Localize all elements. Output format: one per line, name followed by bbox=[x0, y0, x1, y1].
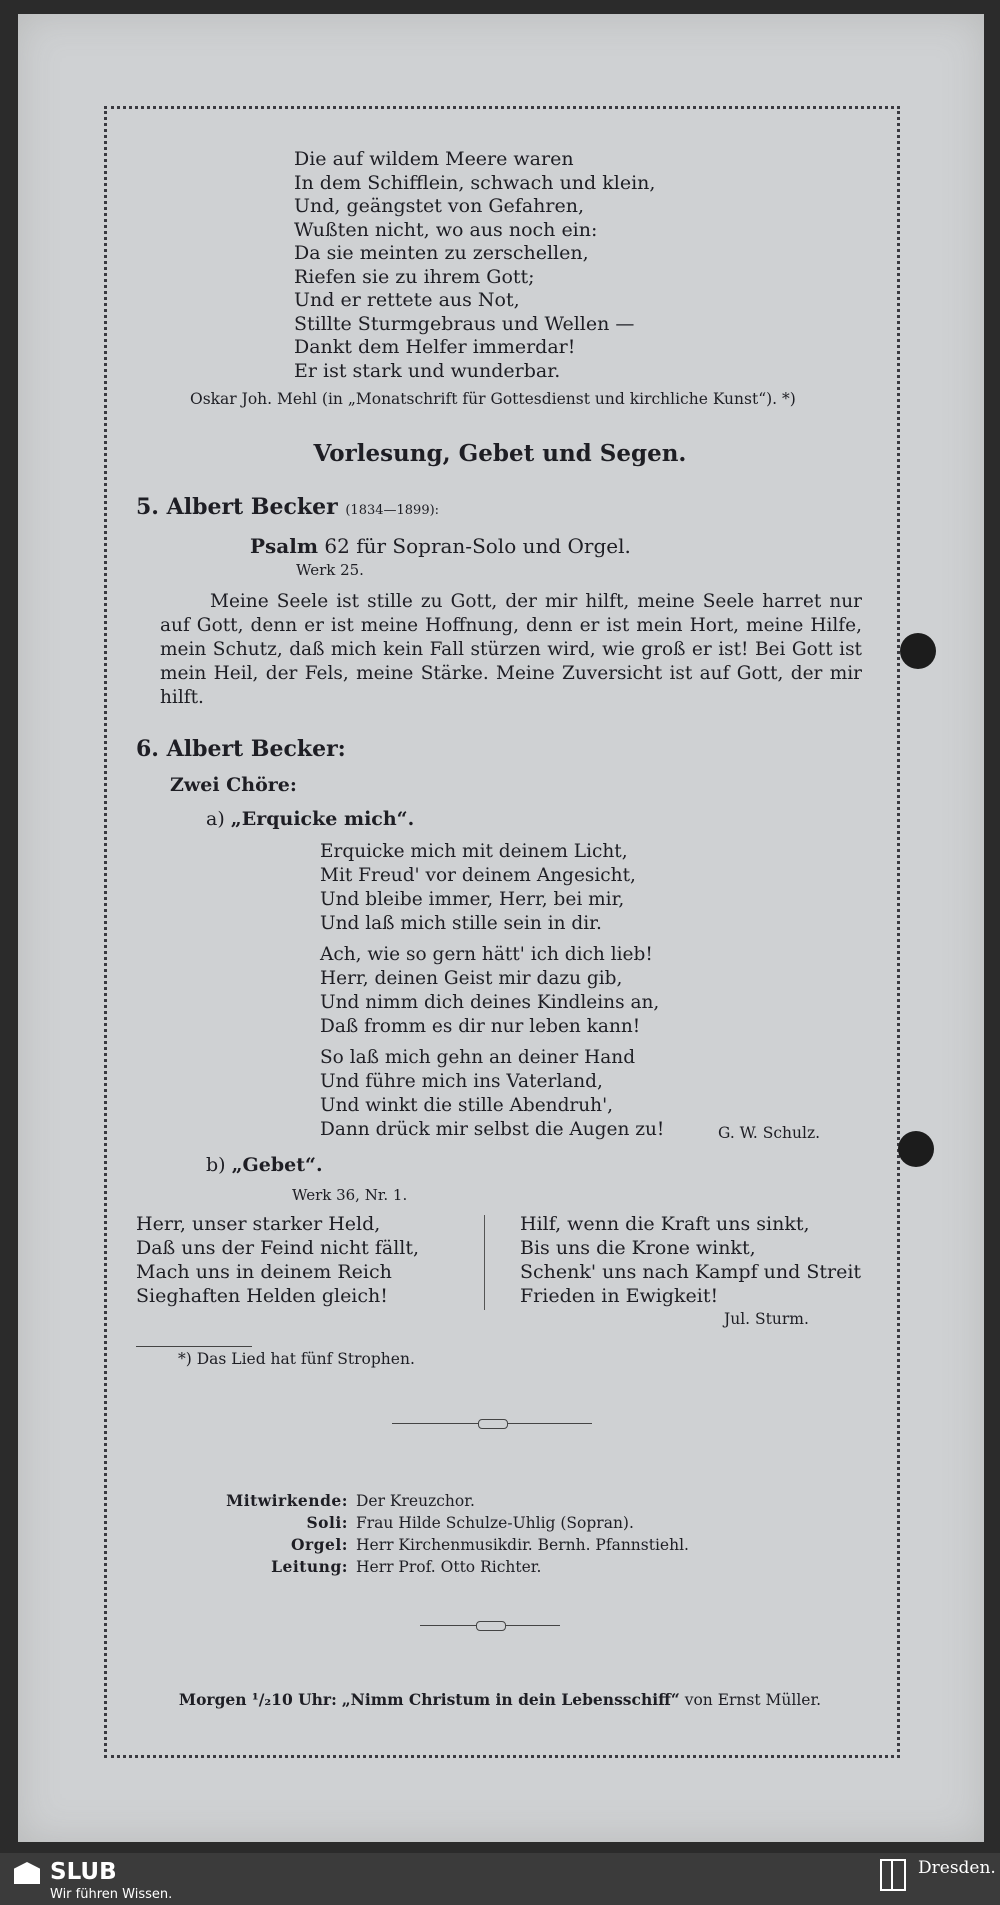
credit-label: Leitung: bbox=[271, 1557, 348, 1576]
verse-line: Herr, unser starker Held, bbox=[136, 1213, 381, 1235]
poem-line: Riefen sie zu ihrem Gott; bbox=[294, 265, 535, 288]
verse-line: Schenk' uns nach Kampf und Streit bbox=[520, 1261, 862, 1283]
chorale-b-title bbox=[206, 1154, 323, 1176]
verse-line: Daß uns der Feind nicht fällt, bbox=[136, 1237, 420, 1259]
poem-line: Und, geängstet von Gefahren, bbox=[294, 195, 585, 217]
verse-1 bbox=[320, 840, 636, 936]
psalm-title bbox=[250, 534, 631, 558]
dresden-name[interactable]: Dresden. bbox=[918, 1858, 996, 1878]
credit-row bbox=[170, 1512, 689, 1534]
poem-attribution: Oskar Joh. Mehl (in „Monatschrift für Gottesdienst und kirchliche Kunst“). *) bbox=[190, 390, 796, 408]
verse-line: Ach, wie so gern hätt' ich dich lieb! bbox=[320, 944, 653, 965]
poem-line: Und er rettete aus Not, bbox=[294, 289, 520, 311]
footnote: *) Das Lied hat fünf Strophen. bbox=[178, 1350, 415, 1368]
item-6-header bbox=[136, 736, 346, 762]
column-divider bbox=[484, 1215, 485, 1310]
poem-line: Da sie meinten zu zerschellen, bbox=[294, 242, 589, 264]
notice-title: „Nimm Christum in dein Lebensschiff“ bbox=[341, 1690, 680, 1709]
slub-tagline: Wir führen Wissen. bbox=[50, 1887, 173, 1902]
verse-line: Daß fromm es dir nur leben kann! bbox=[320, 1016, 641, 1037]
credit-value: Herr Prof. Otto Richter. bbox=[356, 1558, 542, 1576]
credit-value: Der Kreuzchor. bbox=[356, 1492, 475, 1510]
dresden-crest-icon[interactable] bbox=[880, 1859, 906, 1891]
verse-line: Mit Freud' vor deinem Angesicht, bbox=[320, 865, 636, 886]
werk-number: Werk 36, Nr. 1. bbox=[292, 1186, 408, 1204]
chorale-letter: b) bbox=[206, 1154, 226, 1176]
ornament-divider bbox=[392, 1418, 592, 1430]
next-service-notice bbox=[0, 1690, 1000, 1709]
composer-dates: (1834—1899): bbox=[345, 503, 440, 518]
credits-block bbox=[170, 1490, 689, 1578]
footnote-rule bbox=[136, 1346, 252, 1347]
chorale-name: „Gebet“. bbox=[231, 1154, 323, 1176]
composer-name: Albert Becker bbox=[166, 494, 338, 520]
poem-line: Er ist stark und wunderbar. bbox=[294, 359, 561, 382]
poem-line: Die auf wildem Meere waren bbox=[294, 148, 574, 170]
verse-author: G. W. Schulz. bbox=[718, 1124, 821, 1142]
verse-line: Und bleibe immer, Herr, bei mir, bbox=[320, 889, 625, 910]
verse-2 bbox=[320, 943, 659, 1039]
verse-line: So laß mich gehn an deiner Hand bbox=[320, 1047, 636, 1068]
credit-label: Soli: bbox=[306, 1513, 348, 1532]
punch-hole bbox=[898, 1131, 934, 1167]
ornament-divider bbox=[420, 1620, 560, 1632]
verse-line: Und winkt die stille Abendruh', bbox=[320, 1095, 614, 1116]
chorale-name: „Erquicke mich“. bbox=[230, 808, 415, 830]
poem-line: In dem Schifflein, schwach und klein, bbox=[294, 171, 656, 194]
credit-row bbox=[170, 1556, 689, 1578]
notice-suffix: von Ernst Müller. bbox=[684, 1691, 822, 1709]
verse-line: Erquicke mich mit deinem Licht, bbox=[320, 841, 628, 862]
gebet-right-column bbox=[520, 1212, 861, 1308]
verse-author: Jul. Sturm. bbox=[724, 1310, 809, 1328]
verse-line: Und führe mich ins Vaterland, bbox=[320, 1071, 603, 1092]
credit-label: Orgel: bbox=[291, 1535, 348, 1554]
verse-line: Und laß mich stille sein in dir. bbox=[320, 913, 602, 934]
verse-line: Hilf, wenn die Kraft uns sinkt, bbox=[520, 1213, 810, 1235]
two-choirs-subtitle: Zwei Chöre: bbox=[170, 774, 297, 796]
item-5-header bbox=[136, 494, 439, 520]
credit-row bbox=[170, 1534, 689, 1556]
credit-label: Mitwirkende: bbox=[226, 1491, 348, 1510]
section-heading: Vorlesung, Gebet und Segen. bbox=[313, 440, 687, 467]
poem-line: Wußten nicht, wo aus noch ein: bbox=[294, 218, 598, 241]
poem-line: Stillte Sturmgebraus und Wellen — bbox=[294, 312, 635, 335]
verse-line: Sieghaften Helden gleich! bbox=[136, 1285, 388, 1307]
credit-value: Frau Hilde Schulze-Uhlig (Sopran). bbox=[356, 1514, 634, 1532]
verse-line: Bis uns die Krone winkt, bbox=[520, 1237, 756, 1259]
item-number: 6. bbox=[136, 736, 159, 762]
credit-row bbox=[170, 1490, 689, 1512]
werk-number: Werk 25. bbox=[296, 561, 364, 579]
composer-name: Albert Becker: bbox=[166, 736, 346, 762]
credit-value: Herr Kirchenmusikdir. Bernh. Pfannstiehl. bbox=[356, 1536, 689, 1554]
slub-name[interactable]: SLUB bbox=[50, 1859, 117, 1885]
verse-line: Frieden in Ewigkeit! bbox=[520, 1285, 719, 1307]
chorale-letter: a) bbox=[206, 808, 225, 830]
gebet-left-column bbox=[136, 1212, 419, 1308]
psalm-text: Meine Seele ist stille zu Gott, der mir hilft, meine Seele harret nur auf Gott, denn er ist meine Hoffnung, denn er ist mein Hort, meine Hilfe, mein Schutz, daß mich kein Fall stürzen wird, wie groß er ist! Bei Gott ist mein Heil, der Fels, meine Stärke. Meine Zuversicht ist auf Gott, der mir hilft. bbox=[160, 591, 862, 708]
verse-line: Herr, deinen Geist mir dazu gib, bbox=[320, 968, 623, 989]
verse-line: Dann drück mir selbst die Augen zu! bbox=[320, 1119, 665, 1140]
psalm-title-bold: Psalm bbox=[250, 534, 319, 558]
item-number: 5. bbox=[136, 494, 159, 520]
chorale-a-title bbox=[206, 808, 414, 830]
punch-hole bbox=[900, 633, 936, 669]
notice-prefix: Morgen ¹/₂10 Uhr: bbox=[178, 1690, 337, 1709]
psalm-title-rest: 62 für Sopran-Solo und Orgel. bbox=[324, 534, 631, 558]
verse-line: Und nimm dich deines Kindleins an, bbox=[320, 992, 660, 1013]
opening-poem bbox=[294, 148, 655, 383]
verse-3 bbox=[320, 1046, 664, 1142]
poem-line: Dankt dem Helfer immerdar! bbox=[294, 336, 576, 358]
verse-line: Mach uns in deinem Reich bbox=[136, 1261, 392, 1283]
